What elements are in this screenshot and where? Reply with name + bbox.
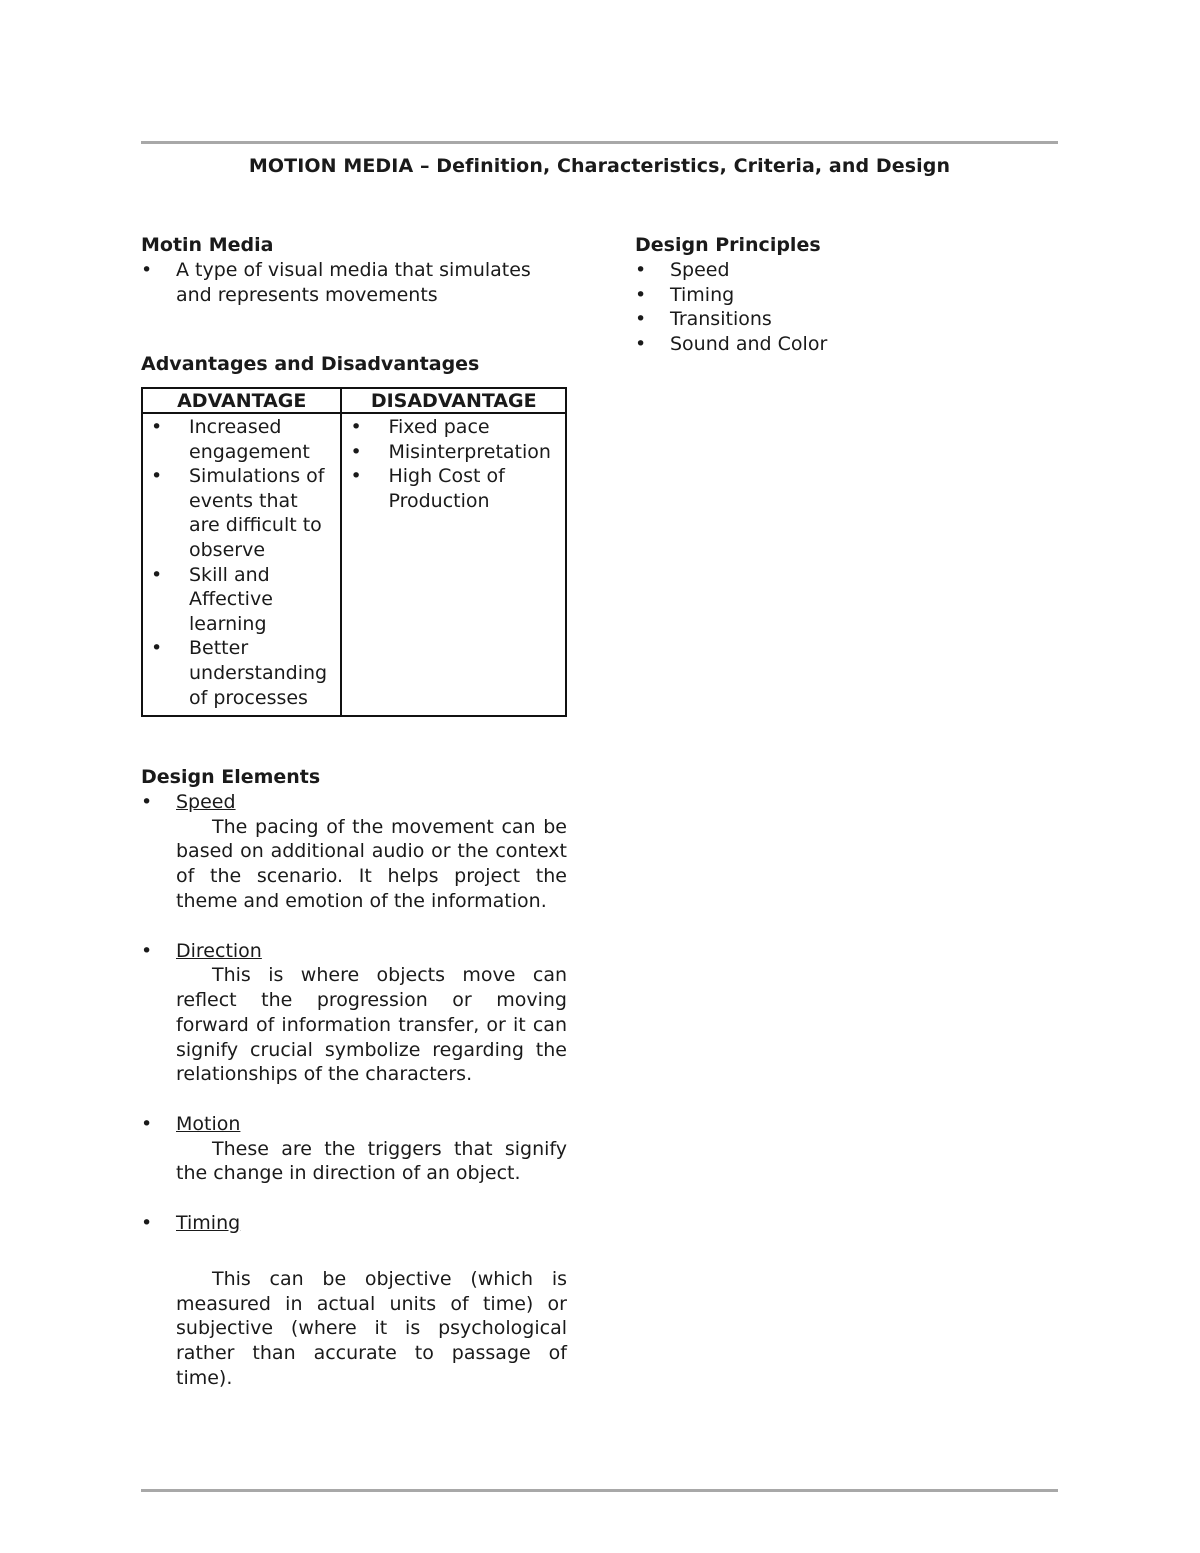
page-title: MOTION MEDIA – Definition, Characteristics, Criteria, and Design [248, 155, 951, 177]
advantage-column-header: ADVANTAGE [142, 388, 341, 413]
design-principles-list [635, 258, 1058, 356]
advantage-item: Better understanding of processes [189, 637, 328, 709]
element-name: Speed [176, 791, 236, 813]
bullet-icon: • [350, 416, 362, 438]
right-column [635, 233, 1058, 356]
design-elements-list [141, 790, 567, 1391]
element-name: Direction [176, 939, 262, 962]
bullet-icon: • [151, 637, 163, 660]
bullet-icon: • [151, 563, 163, 586]
bullet-icon: • [141, 259, 153, 281]
principle-item: Sound and Color [670, 332, 828, 355]
principle-item: Speed [670, 259, 730, 281]
list-item [350, 464, 557, 513]
bullet-icon: • [151, 416, 163, 438]
advantages-table [141, 387, 567, 717]
top-divider [141, 141, 1058, 144]
bullet-icon: • [141, 791, 153, 813]
element-description: This can be objective (which is measured in actual units of time) or subjective (where it is psychological rather than accurate to passage of time). [176, 1267, 567, 1389]
list-item [635, 332, 1058, 357]
design-principles-heading: Design Principles [635, 234, 821, 256]
list-item [141, 790, 567, 914]
left-column [141, 233, 567, 1416]
list-item [151, 415, 332, 464]
list-item [141, 1211, 567, 1390]
list-item [151, 563, 332, 637]
bullet-icon: • [141, 939, 153, 962]
list-item [151, 464, 332, 562]
advantage-cell [142, 413, 341, 716]
bullet-icon: • [350, 465, 362, 488]
element-name: Motion [176, 1113, 241, 1136]
bottom-divider [141, 1489, 1058, 1492]
motion-media-heading: Motin Media [141, 234, 274, 256]
advantage-list [151, 415, 332, 710]
disadvantage-item: Fixed pace [388, 416, 490, 438]
disadvantage-item: Misinterpretation [388, 440, 551, 463]
list-item [141, 1112, 567, 1186]
principle-item: Timing [670, 283, 735, 306]
element-description: This is where objects move can reflect the progression or moving forward of information transfer, or it can signify crucial symbolize regarding the relationships of the characters. [176, 964, 567, 1086]
disadvantage-list [350, 415, 557, 513]
bullet-icon: • [635, 283, 647, 306]
element-name: Timing [176, 1212, 241, 1235]
bullet-icon: • [141, 1113, 153, 1136]
element-description: These are the triggers that signify the change in direction of an object. [176, 1137, 567, 1185]
list-item-text: A type of visual media that simulates and represents movements [176, 259, 531, 306]
bullet-icon: • [350, 440, 362, 463]
bullet-icon: • [635, 332, 647, 355]
list-item [350, 415, 557, 440]
bullet-icon: • [141, 1212, 153, 1235]
list-item [635, 283, 1058, 308]
bullet-icon: • [635, 308, 647, 330]
list-item [350, 440, 557, 465]
advantages-heading: Advantages and Disadvantages [141, 353, 480, 375]
disadvantage-cell [341, 413, 566, 716]
motion-media-list [141, 258, 567, 307]
list-item [635, 307, 1058, 332]
principle-item: Transitions [670, 308, 772, 330]
design-elements-heading: Design Elements [141, 766, 321, 788]
disadvantage-item: High Cost of Production [388, 465, 505, 512]
list-item [635, 258, 1058, 283]
element-description: The pacing of the movement can be based on additional audio or the context of the scenario. It helps project the theme and emotion of the information. [176, 815, 567, 912]
disadvantage-column-header: DISADVANTAGE [341, 388, 566, 413]
bullet-icon: • [635, 259, 647, 281]
list-item [141, 258, 567, 307]
advantage-item: Increased engagement [189, 416, 310, 463]
advantage-item: Skill and Affective learning [189, 563, 273, 635]
bullet-icon: • [151, 465, 163, 488]
advantage-item: Simulations of events that are difficult to observe [189, 465, 325, 561]
list-item [141, 939, 567, 1087]
list-item [151, 636, 332, 710]
